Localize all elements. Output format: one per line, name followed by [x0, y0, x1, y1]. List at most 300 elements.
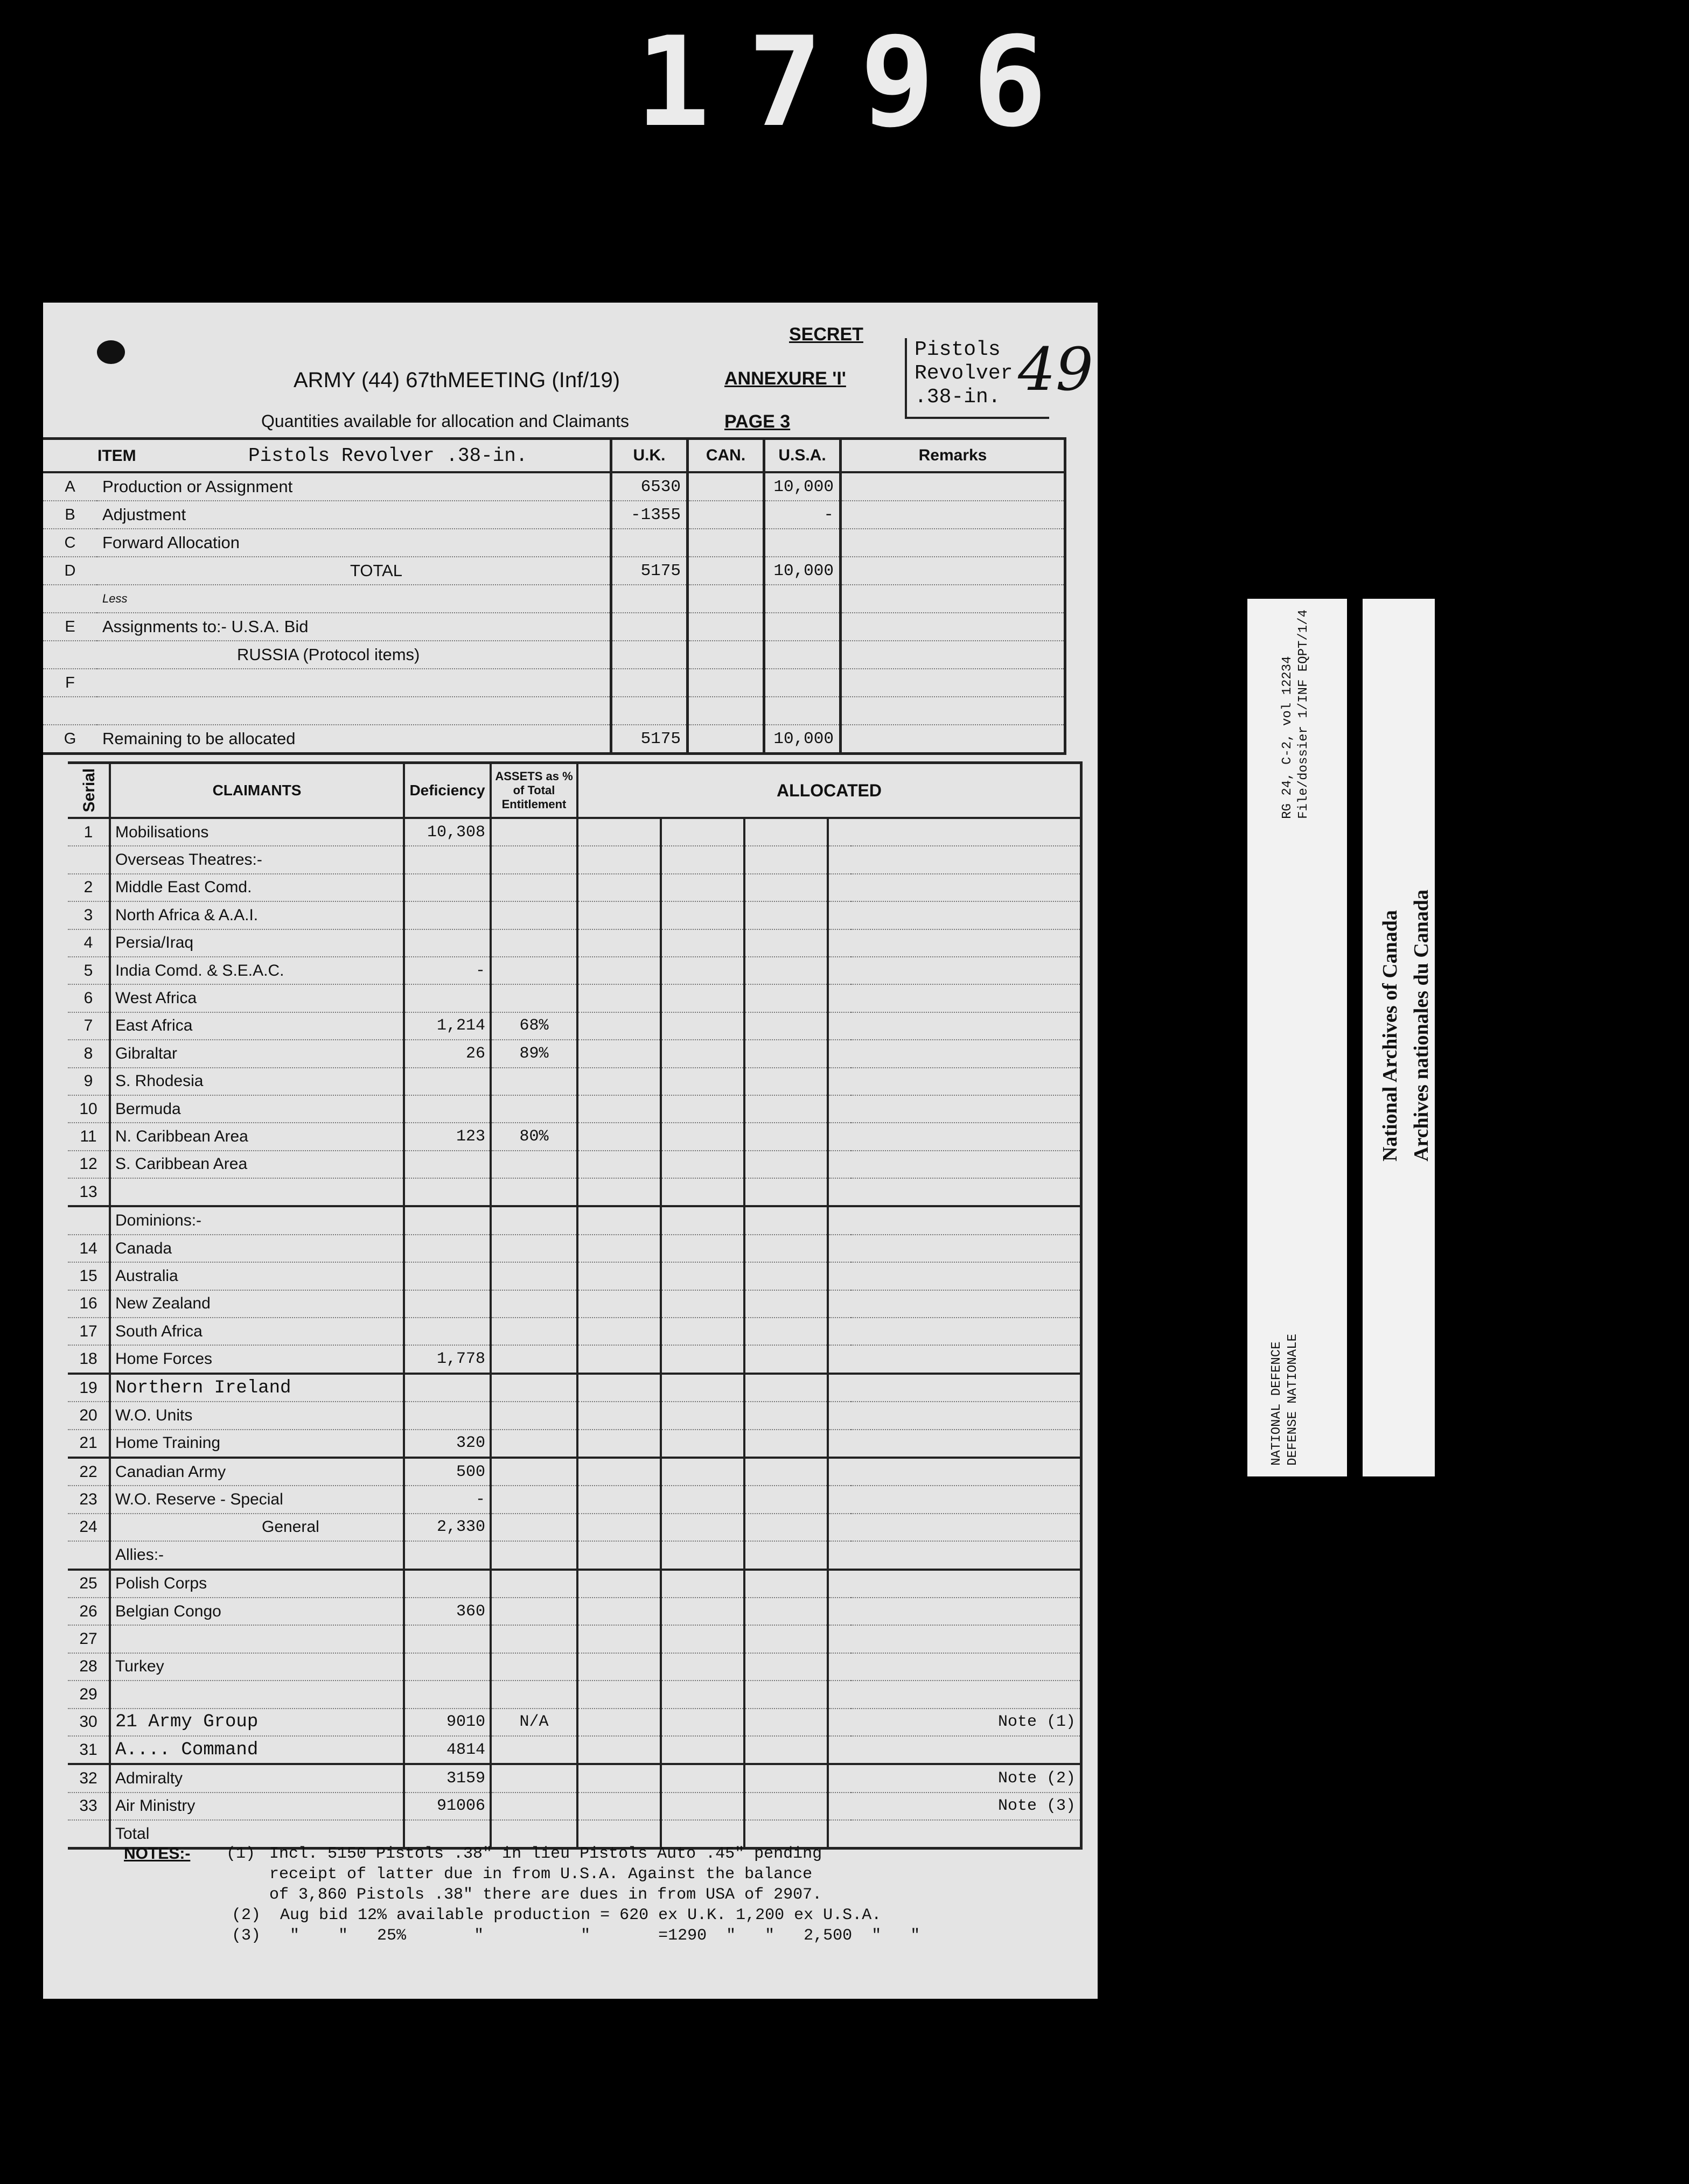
- claimant-serial: [68, 1206, 110, 1234]
- allocated-cell: [577, 1262, 661, 1290]
- claimant-name: Belgian Congo: [110, 1598, 404, 1625]
- allocated-cell: [828, 1095, 851, 1123]
- remark-value: [851, 1151, 1081, 1178]
- remarks-cell: [841, 585, 1065, 613]
- remark-value: [851, 1625, 1081, 1653]
- claimant-name: Overseas Theatres:-: [110, 846, 404, 873]
- allocated-header: ALLOCATED: [577, 763, 1081, 818]
- allocated-cell: [661, 1736, 744, 1764]
- assets-percent: [491, 1458, 577, 1486]
- allocated-cell: [661, 1402, 744, 1429]
- deficiency-value: 1,214: [404, 1012, 491, 1040]
- allocated-cell: [577, 957, 661, 984]
- deficiency-value: 4814: [404, 1736, 491, 1764]
- allocated-cell: [577, 846, 661, 873]
- deficiency-value: 123: [404, 1123, 491, 1150]
- remarks-cell: [841, 613, 1065, 641]
- note-1-line-1: Incl. 5150 Pistols .38" in lieu Pistols Auto .45" pending: [269, 1845, 822, 1863]
- claimant-row: [68, 957, 1081, 984]
- deficiency-value: [404, 1206, 491, 1234]
- allocated-cell: [744, 1374, 828, 1402]
- allocated-cell: [744, 1012, 828, 1040]
- allocated-cell: [828, 901, 851, 929]
- usa-header: U.S.A.: [764, 439, 841, 473]
- allocated-cell: [744, 1402, 828, 1429]
- row-label: Assignments to:- U.S.A. Bid: [97, 613, 611, 641]
- claimant-name: East Africa: [110, 1012, 404, 1040]
- claimant-name: Air Ministry: [110, 1793, 404, 1820]
- claimant-name: Dominions:-: [110, 1206, 404, 1234]
- remark-value: [851, 1206, 1081, 1234]
- allocated-cell: [828, 1625, 851, 1653]
- allocated-cell: [744, 1764, 828, 1792]
- claimant-serial: 7: [68, 1012, 110, 1040]
- claimant-serial: 3: [68, 901, 110, 929]
- claimant-name: Gibraltar: [110, 1040, 404, 1067]
- claimant-row: [68, 929, 1081, 957]
- assets-percent: [491, 1206, 577, 1234]
- claimant-row: [68, 984, 1081, 1012]
- claimant-serial: 21: [68, 1430, 110, 1458]
- assets-percent: [491, 846, 577, 873]
- assets-percent: [491, 1318, 577, 1345]
- allocated-cell: [828, 1235, 851, 1262]
- assets-percent: [491, 818, 577, 846]
- row-label: Less: [97, 585, 611, 613]
- claimant-name: Home Forces: [110, 1345, 404, 1373]
- allocated-cell: [577, 818, 661, 846]
- claimant-serial: 31: [68, 1736, 110, 1764]
- claimant-name: North Africa & A.A.I.: [110, 901, 404, 929]
- claimant-row: [68, 901, 1081, 929]
- remark-value: [851, 1736, 1081, 1764]
- assets-percent: [491, 1095, 577, 1123]
- allocated-cell: [577, 984, 661, 1012]
- allocated-cell: [744, 1653, 828, 1681]
- claimant-serial: 27: [68, 1625, 110, 1653]
- allocated-cell: [744, 1123, 828, 1150]
- allocated-cell: [577, 1123, 661, 1150]
- allocated-cell: [828, 1040, 851, 1067]
- assets-header: ASSETS as % of Total Entitlement: [491, 763, 577, 818]
- claimant-name: [110, 1625, 404, 1653]
- archives-french-name: Archives nationales du Canada: [1410, 890, 1433, 1162]
- claimant-row: [68, 1736, 1081, 1764]
- allocated-cell: [661, 1764, 744, 1792]
- row-serial: E: [43, 613, 97, 641]
- row-serial: F: [43, 669, 97, 697]
- allocated-cell: [661, 984, 744, 1012]
- uk-value: 5175: [611, 725, 688, 754]
- deficiency-value: 2,330: [404, 1514, 491, 1541]
- claimant-name: Persia/Iraq: [110, 929, 404, 957]
- allocated-cell: [828, 1012, 851, 1040]
- punch-mark: [97, 340, 125, 364]
- claimants-header: CLAIMANTS: [110, 763, 404, 818]
- usa-value: [764, 613, 841, 641]
- allocated-cell: [828, 1514, 851, 1541]
- allocated-cell: [744, 984, 828, 1012]
- allocated-cell: [577, 1374, 661, 1402]
- claimant-row: [68, 1068, 1081, 1095]
- assets-percent: [491, 1151, 577, 1178]
- assets-percent: [491, 1570, 577, 1598]
- allocated-cell: [661, 1151, 744, 1178]
- deficiency-value: [404, 1402, 491, 1429]
- usa-value: -: [764, 501, 841, 529]
- deficiency-header: Deficiency: [404, 763, 491, 818]
- allocated-cell: [577, 1514, 661, 1541]
- allocated-cell: [661, 1262, 744, 1290]
- can-value: [688, 585, 764, 613]
- claimant-name: General: [110, 1514, 404, 1541]
- claimant-name: A.... Command: [110, 1736, 404, 1764]
- allocated-cell: [661, 818, 744, 846]
- allocated-cell: [744, 1486, 828, 1513]
- note-1-number: (1): [226, 1845, 256, 1863]
- claimant-row: [68, 1541, 1081, 1569]
- allocated-cell: [828, 957, 851, 984]
- claimant-name: S. Caribbean Area: [110, 1151, 404, 1178]
- claimant-name: W.O. Units: [110, 1402, 404, 1429]
- row-label: Forward Allocation: [97, 529, 611, 557]
- usa-value: 10,000: [764, 472, 841, 501]
- allocated-cell: [828, 1206, 851, 1234]
- allocated-cell: [744, 1458, 828, 1486]
- allocated-cell: [744, 1095, 828, 1123]
- allocated-cell: [661, 901, 744, 929]
- assets-percent: [491, 1764, 577, 1792]
- deficiency-value: 91006: [404, 1793, 491, 1820]
- claimant-serial: 26: [68, 1598, 110, 1625]
- allocated-cell: [744, 1178, 828, 1206]
- remark-value: [851, 1486, 1081, 1513]
- allocated-cell: [661, 1095, 744, 1123]
- allocated-cell: [577, 929, 661, 957]
- can-value: [688, 641, 764, 669]
- page-label: PAGE 3: [724, 411, 791, 432]
- allocated-cell: [744, 1570, 828, 1598]
- row-serial: [43, 697, 97, 725]
- claimant-serial: 12: [68, 1151, 110, 1178]
- document-page: [43, 303, 1098, 1999]
- summary-row: [43, 641, 1065, 669]
- remarks-cell: [841, 529, 1065, 557]
- summary-row: [43, 613, 1065, 641]
- remark-value: [851, 1095, 1081, 1123]
- allocated-cell: [577, 1402, 661, 1429]
- item-title: Pistols Revolver .38-in.: [248, 444, 528, 467]
- allocated-cell: [828, 1486, 851, 1513]
- uk-value: [611, 641, 688, 669]
- claimant-serial: [68, 846, 110, 873]
- allocated-cell: [577, 1736, 661, 1764]
- allocated-cell: [577, 1598, 661, 1625]
- remarks-cell: [841, 669, 1065, 697]
- assets-percent: [491, 1486, 577, 1513]
- row-label: TOTAL: [97, 557, 611, 585]
- allocated-cell: [577, 1318, 661, 1345]
- claimant-name: Turkey: [110, 1653, 404, 1681]
- allocated-cell: [577, 1458, 661, 1486]
- assets-percent: 80%: [491, 1123, 577, 1150]
- assets-percent: [491, 1345, 577, 1373]
- row-label: RUSSIA (Protocol items): [97, 641, 611, 669]
- allocated-cell: [828, 1598, 851, 1625]
- allocated-cell: [577, 1068, 661, 1095]
- summary-header-row: [43, 439, 1065, 473]
- assets-percent: N/A: [491, 1709, 577, 1736]
- claimant-row: [68, 1178, 1081, 1206]
- usa-value: [764, 529, 841, 557]
- assets-percent: [491, 901, 577, 929]
- allocated-cell: [661, 1374, 744, 1402]
- claimant-row: [68, 1095, 1081, 1123]
- usa-value: 10,000: [764, 557, 841, 585]
- deficiency-value: 320: [404, 1430, 491, 1458]
- allocated-cell: [661, 1793, 744, 1820]
- assets-percent: [491, 929, 577, 957]
- allocated-cell: [744, 874, 828, 901]
- deficiency-value: [404, 1068, 491, 1095]
- claimant-serial: 23: [68, 1486, 110, 1513]
- claimant-serial: 30: [68, 1709, 110, 1736]
- remark-value: [851, 1123, 1081, 1150]
- allocated-cell: [577, 1012, 661, 1040]
- can-value: [688, 725, 764, 754]
- claimant-serial: 32: [68, 1764, 110, 1792]
- allocated-cell: [828, 1458, 851, 1486]
- allocated-cell: [828, 846, 851, 873]
- can-value: [688, 557, 764, 585]
- allocated-cell: [828, 929, 851, 957]
- assets-percent: [491, 1541, 577, 1569]
- remark-value: [851, 818, 1081, 846]
- deficiency-value: -: [404, 1486, 491, 1513]
- deficiency-value: 1,778: [404, 1345, 491, 1373]
- allocated-cell: [661, 1040, 744, 1067]
- remark-value: [851, 1402, 1081, 1429]
- assets-percent: [491, 1374, 577, 1402]
- allocated-cell: [828, 1736, 851, 1764]
- deficiency-value: [404, 1625, 491, 1653]
- claimant-serial: 33: [68, 1793, 110, 1820]
- assets-percent: [491, 1514, 577, 1541]
- allocated-cell: [828, 1681, 851, 1708]
- note-3: (3) " " 25% " " =1290 " " 2,500 " ": [232, 1927, 920, 1945]
- claimant-name: Northern Ireland: [110, 1374, 404, 1402]
- claimant-serial: 9: [68, 1068, 110, 1095]
- claimant-row: [68, 874, 1081, 901]
- allocated-cell: [661, 1345, 744, 1373]
- serial-header: Serial: [68, 763, 110, 818]
- claimant-row: [68, 1486, 1081, 1513]
- assets-percent: [491, 957, 577, 984]
- allocated-cell: [828, 1123, 851, 1150]
- usa-value: [764, 641, 841, 669]
- claimants-table: [68, 761, 1083, 1850]
- claimant-name: Total: [110, 1820, 404, 1849]
- allocated-cell: [577, 1793, 661, 1820]
- deficiency-value: [404, 1318, 491, 1345]
- allocated-cell: [661, 1068, 744, 1095]
- claimant-serial: 25: [68, 1570, 110, 1598]
- claimant-row: [68, 1151, 1081, 1178]
- claimant-row: [68, 818, 1081, 846]
- can-value: [688, 472, 764, 501]
- row-label: Adjustment: [97, 501, 611, 529]
- summary-row: [43, 585, 1065, 613]
- archive-reference-strip: [1247, 599, 1347, 1476]
- can-value: [688, 697, 764, 725]
- remarks-cell: [841, 641, 1065, 669]
- allocation-summary-table: [43, 437, 1066, 755]
- remark-value: [851, 1012, 1081, 1040]
- remark-value: [851, 1178, 1081, 1206]
- claimant-row: [68, 1681, 1081, 1708]
- claimant-name: S. Rhodesia: [110, 1068, 404, 1095]
- allocated-cell: [661, 1598, 744, 1625]
- claimant-serial: 18: [68, 1345, 110, 1373]
- claimant-row: [68, 1262, 1081, 1290]
- claimant-row: [68, 1598, 1081, 1625]
- remark-value: [851, 1068, 1081, 1095]
- deficiency-value: [404, 1178, 491, 1206]
- allocated-cell: [828, 1345, 851, 1373]
- allocated-cell: [661, 1235, 744, 1262]
- claimant-serial: 4: [68, 929, 110, 957]
- allocated-cell: [828, 1262, 851, 1290]
- assets-percent: [491, 984, 577, 1012]
- remark-value: [851, 1653, 1081, 1681]
- remark-value: [851, 1541, 1081, 1569]
- claimant-name: Mobilisations: [110, 818, 404, 846]
- allocated-cell: [744, 957, 828, 984]
- allocated-cell: [744, 846, 828, 873]
- claimant-serial: 16: [68, 1290, 110, 1318]
- allocated-cell: [661, 1123, 744, 1150]
- assets-percent: [491, 1598, 577, 1625]
- claimant-serial: 10: [68, 1095, 110, 1123]
- assets-percent: [491, 1625, 577, 1653]
- deficiency-value: [404, 1235, 491, 1262]
- allocated-cell: [744, 1625, 828, 1653]
- allocated-cell: [828, 984, 851, 1012]
- claimant-row: [68, 1793, 1081, 1820]
- uk-header: U.K.: [611, 439, 688, 473]
- deficiency-value: 3159: [404, 1764, 491, 1792]
- remark-value: [851, 1570, 1081, 1598]
- allocated-cell: [744, 1793, 828, 1820]
- summary-row: [43, 725, 1065, 754]
- deficiency-value: [404, 1681, 491, 1708]
- allocated-cell: [577, 1570, 661, 1598]
- allocated-cell: [828, 1402, 851, 1429]
- remark-value: [851, 846, 1081, 873]
- allocated-cell: [828, 1793, 851, 1820]
- assets-percent: [491, 1290, 577, 1318]
- usa-value: [764, 697, 841, 725]
- usa-value: [764, 669, 841, 697]
- deficiency-value: [404, 929, 491, 957]
- note-1-line-2: receipt of latter due in from U.S.A. Against the balance: [269, 1865, 813, 1884]
- allocated-cell: [661, 874, 744, 901]
- can-value: [688, 669, 764, 697]
- claimant-row: [68, 1514, 1081, 1541]
- claimant-serial: 20: [68, 1402, 110, 1429]
- note-1-line-3: of 3,860 Pistols .38" there are dues in from USA of 2907.: [269, 1886, 822, 1904]
- claimant-row: [68, 1123, 1081, 1150]
- row-label: [97, 669, 611, 697]
- allocated-cell: [828, 1541, 851, 1569]
- summary-row: [43, 557, 1065, 585]
- allocated-cell: [661, 1541, 744, 1569]
- claimant-name: West Africa: [110, 984, 404, 1012]
- uk-value: [611, 613, 688, 641]
- allocated-cell: [577, 1151, 661, 1178]
- claimant-serial: 17: [68, 1318, 110, 1345]
- claimant-name: Home Training: [110, 1430, 404, 1458]
- allocated-cell: [577, 1040, 661, 1067]
- allocated-cell: [661, 1681, 744, 1708]
- deficiency-value: 360: [404, 1598, 491, 1625]
- allocated-cell: [828, 818, 851, 846]
- claimant-row: [68, 1040, 1081, 1067]
- claimant-name: New Zealand: [110, 1290, 404, 1318]
- claimant-row: [68, 1012, 1081, 1040]
- remark-value: [851, 874, 1081, 901]
- row-serial: C: [43, 529, 97, 557]
- department-line-1: NATIONAL DEFENCE: [1269, 1341, 1284, 1466]
- allocated-cell: [577, 1681, 661, 1708]
- claimant-serial: [68, 1541, 110, 1569]
- remark-value: [851, 1318, 1081, 1345]
- claimant-name: India Comd. & S.E.A.C.: [110, 957, 404, 984]
- uk-value: [611, 529, 688, 557]
- assets-percent: [491, 1681, 577, 1708]
- allocated-cell: [744, 1598, 828, 1625]
- claimant-name: W.O. Reserve - Special: [110, 1486, 404, 1513]
- summary-row: [43, 697, 1065, 725]
- claimant-row: [68, 1570, 1081, 1598]
- claimant-row: [68, 1206, 1081, 1234]
- allocated-cell: [828, 1318, 851, 1345]
- deficiency-value: [404, 1541, 491, 1569]
- remark-value: [851, 1040, 1081, 1067]
- assets-percent: [491, 1793, 577, 1820]
- deficiency-value: [404, 1151, 491, 1178]
- allocated-cell: [577, 1653, 661, 1681]
- assets-percent: [491, 874, 577, 901]
- allocated-cell: [744, 1290, 828, 1318]
- claimant-row: [68, 1764, 1081, 1792]
- uk-value: [611, 585, 688, 613]
- archives-english-name: National Archives of Canada: [1379, 910, 1401, 1162]
- claimant-row: [68, 846, 1081, 873]
- remark-value: [851, 984, 1081, 1012]
- claimant-serial: 6: [68, 984, 110, 1012]
- allocated-cell: [661, 1458, 744, 1486]
- deficiency-value: [404, 1653, 491, 1681]
- claimant-serial: 15: [68, 1262, 110, 1290]
- claimant-name: Canada: [110, 1235, 404, 1262]
- claimant-row: [68, 1374, 1081, 1402]
- assets-percent: [491, 1653, 577, 1681]
- claimant-serial: 5: [68, 957, 110, 984]
- allocated-cell: [744, 1040, 828, 1067]
- uk-value: 5175: [611, 557, 688, 585]
- claims-header-row: [68, 763, 1081, 818]
